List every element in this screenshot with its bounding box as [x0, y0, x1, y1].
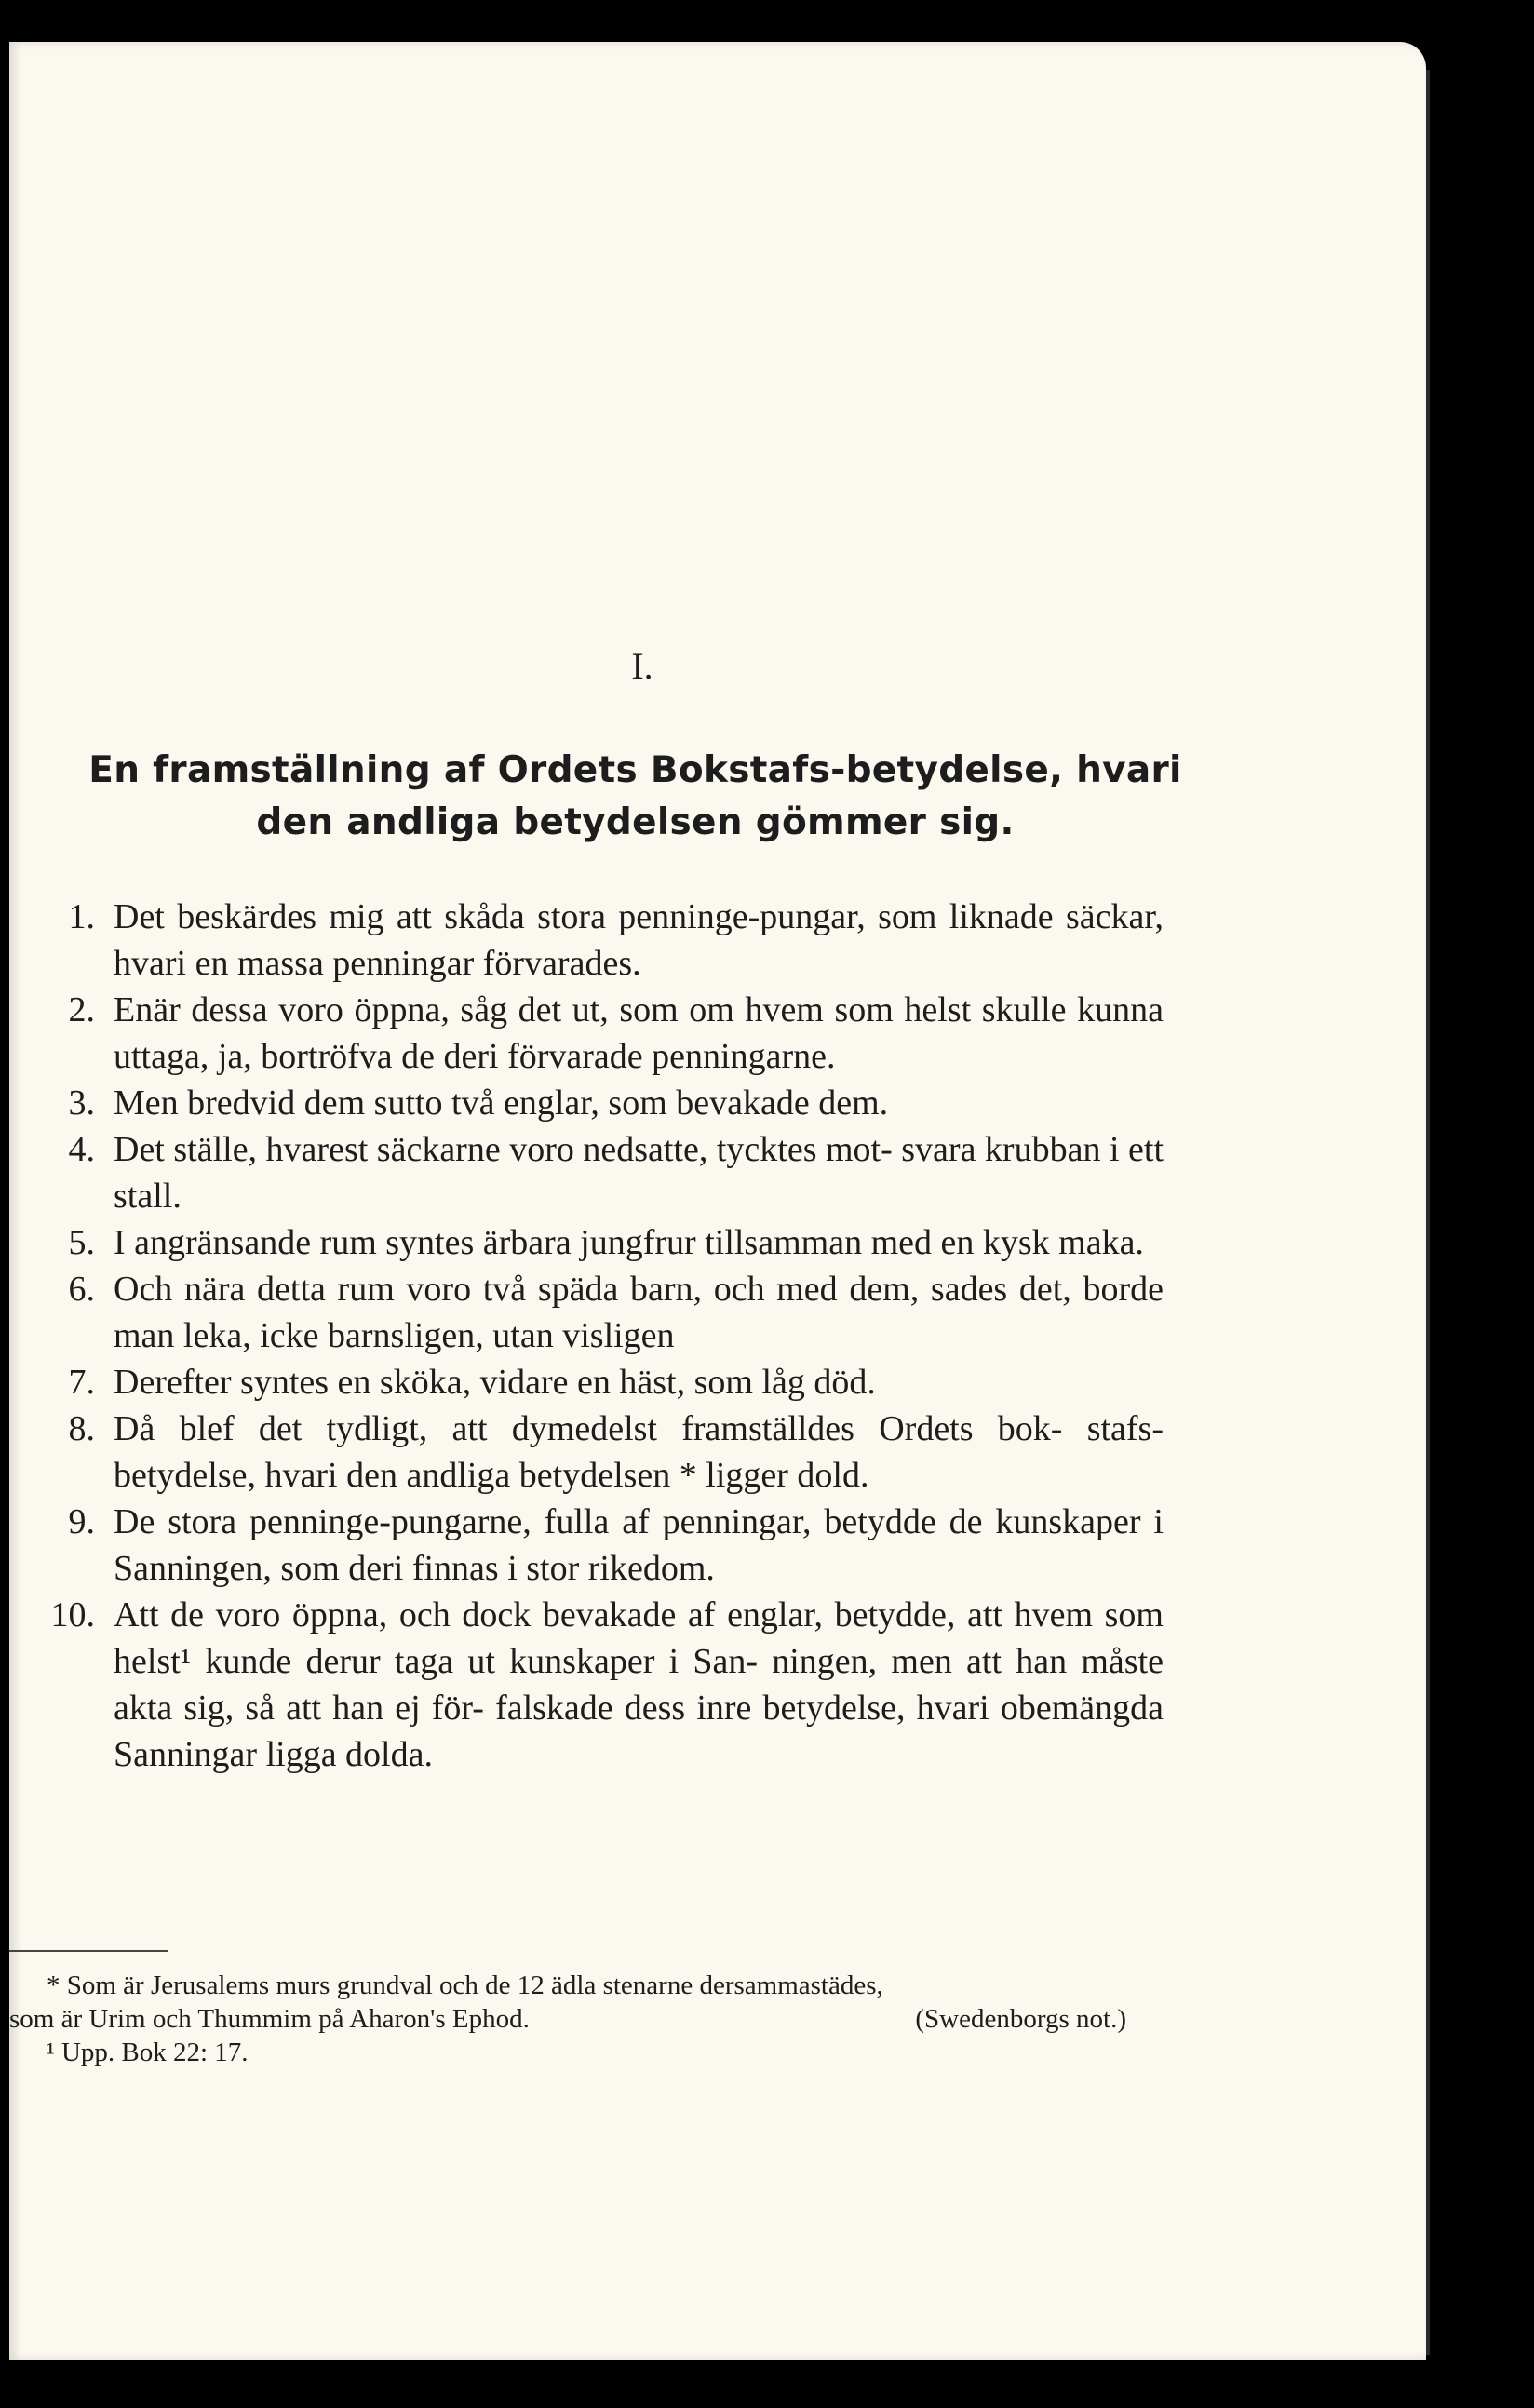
paragraph-item — [68, 1126, 1164, 1219]
chapter-heading — [84, 745, 1187, 849]
page-edge — [1426, 70, 1430, 2355]
paragraph-item — [68, 1266, 1164, 1359]
paragraph-item — [68, 1080, 1164, 1126]
footnote-attribution: (Swedenborgs not.) — [915, 2004, 1126, 2034]
paragraph-number: 8. — [68, 1409, 95, 1448]
paragraph-number: 5. — [68, 1223, 95, 1262]
paragraph-text: Men bredvid dem sutto två englar, som bevakade dem. — [114, 1083, 889, 1123]
footnotes — [9, 1969, 1154, 2069]
paragraph-text: Enär dessa voro öppna, såg det ut, som om hvem som helst skulle kunna uttaga, ja, bortröfva de deri förvarade penningarne. — [114, 990, 1164, 1076]
paragraph-number: 2. — [68, 990, 95, 1029]
paragraph-number: 9. — [68, 1502, 95, 1541]
paragraph-text: Det beskärdes mig att skåda stora penninge-pungar, som liknade säckar, hvari en massa penningar förvarades. — [114, 897, 1164, 983]
footnote-line-3: ¹ Upp. Bok 22: 17. — [47, 2038, 249, 2067]
paragraph-number: 1. — [68, 897, 95, 936]
paragraph-text: Då blef det tydligt, att dymedelst framställdes Ordets bok- stafs-betydelse, hvari den andliga betydelsen * ligger dold. — [114, 1409, 1164, 1495]
chapter-number: I. — [631, 645, 653, 687]
paragraph-text: Och nära detta rum voro två späda barn, och med dem, sades det, borde man leka, icke barnsligen, utan visligen — [114, 1270, 1164, 1355]
paragraph-item — [68, 1359, 1164, 1406]
paragraph-text: De stora penninge-pungarne, fulla af penningar, betydde de kunskaper i Sanningen, som deri finnas i stor rikedom. — [114, 1502, 1164, 1588]
paragraph-text: Att de voro öppna, och dock bevakade af englar, betydde, att hvem som helst¹ kunde derur taga ut kunskaper i San- ningen, men att han måste akta sig, så att han ej för- falskade dess inre betydelse, hvari obemängda Sanningar ligga dolda. — [114, 1595, 1164, 1774]
paragraph-item — [68, 987, 1164, 1080]
footnote-line-2-left: som är Urim och Thummim på Aharon's Ephod. — [9, 2004, 530, 2034]
chapter-heading-line-1: En framställning af Ordets Bokstafs-betydelse, hvari — [88, 749, 1182, 791]
paragraph-number: 7. — [68, 1363, 95, 1402]
paragraph-text: I angränsande rum syntes ärbara jungfrur tillsamman med en kysk maka. — [114, 1223, 1144, 1262]
paragraph-text: Det ställe, hvarest säckarne voro nedsatte, tycktes mot- svara krubban i ett stall. — [114, 1130, 1164, 1216]
paragraph-number: 10. — [50, 1595, 95, 1634]
paragraph-number: 3. — [68, 1083, 95, 1123]
paragraph-item — [50, 1592, 1164, 1778]
paragraph-text: Derefter syntes en sköka, vidare en häst, som låg död. — [114, 1363, 876, 1402]
footnote-divider — [9, 1950, 168, 1952]
paragraph-number: 6. — [68, 1270, 95, 1309]
paragraph-item — [68, 894, 1164, 987]
paragraph-item — [68, 1499, 1164, 1592]
paragraph-item — [68, 1219, 1164, 1266]
footnote-line-2 — [9, 2002, 1126, 2036]
paragraph-number: 4. — [68, 1130, 95, 1169]
numbered-paragraphs — [50, 894, 1164, 1778]
paragraph-item — [68, 1406, 1164, 1499]
chapter-heading-line-2: den andliga betydelsen gömmer sig. — [256, 801, 1015, 843]
footnote-line-1: * Som är Jerusalems murs grundval och de 12 ädla stenarne dersammastädes, — [47, 1971, 883, 2000]
